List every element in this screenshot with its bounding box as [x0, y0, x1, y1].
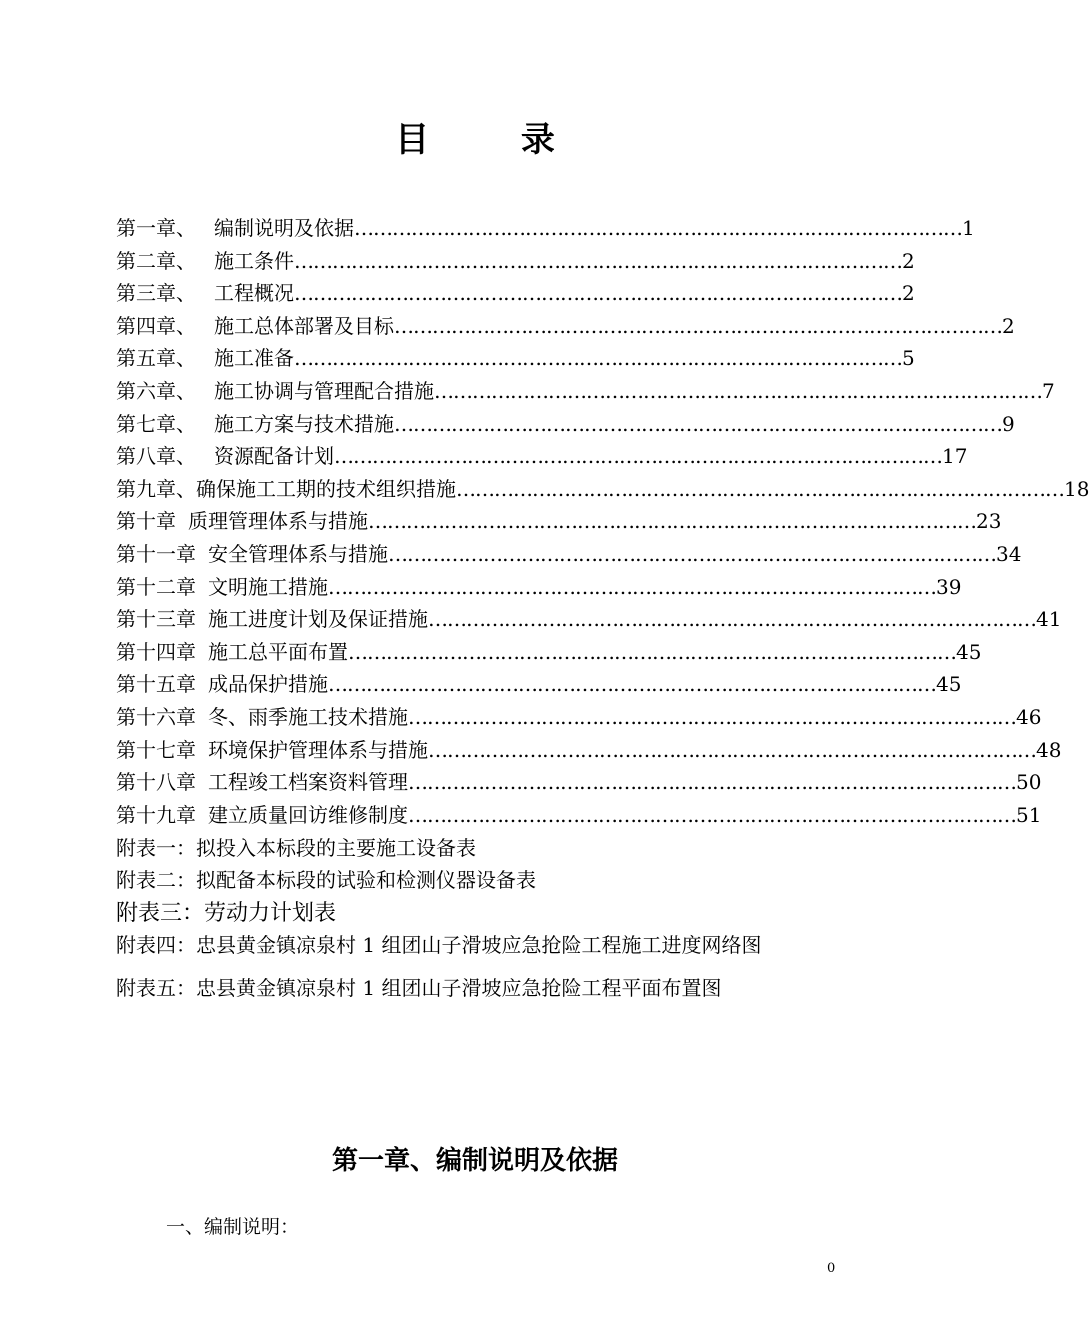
toc-entry[interactable]	[116, 571, 962, 604]
toc-chapter-title: 施工方案与技术措施	[214, 411, 394, 436]
toc-chapter-number: 第十八章	[116, 770, 196, 795]
section-heading: 一、编制说明：	[166, 1216, 300, 1238]
toc-chapter-number: 第十四章	[116, 639, 196, 664]
toc-chapter-title: 资源配备计划	[214, 444, 334, 469]
toc-page-number: 18	[1064, 476, 1089, 501]
toc-chapter-title: 施工总平面布置	[208, 639, 348, 664]
toc-entry[interactable]	[116, 212, 975, 245]
toc-dot-leader: ……………………………………………………………………………………	[328, 574, 936, 599]
toc-chapter-title: 施工协调与管理配合措施	[214, 378, 434, 403]
toc-chapter-number: 第五章、	[116, 346, 196, 371]
toc-page-number: 51	[1016, 802, 1042, 827]
toc-dot-leader: ……………………………………………………………………………………	[334, 444, 942, 469]
toc-dot-leader: ……………………………………………………………………………………	[328, 672, 936, 697]
toc-chapter-title: 施工准备	[214, 346, 294, 371]
toc-chapter-number: 第十六章	[116, 704, 196, 729]
toc-page-number: 34	[996, 541, 1022, 566]
toc-page-number: 46	[1016, 704, 1042, 729]
toc-page-number: 45	[956, 639, 982, 664]
toc-dot-leader: ……………………………………………………………………………………	[294, 281, 902, 306]
appendix-item-3: 附表三：劳动力计划表	[116, 901, 337, 926]
toc-page-number: 5	[902, 346, 915, 371]
toc-entry[interactable]	[116, 408, 1015, 441]
table-of-contents	[116, 212, 1089, 831]
toc-chapter-number: 第十九章	[116, 802, 196, 827]
toc-page-number: 1	[962, 216, 975, 240]
toc-entry[interactable]	[116, 734, 1062, 767]
appendix-item-4: 附表四：忠县黄金镇凉泉村 1 组团山子滑坡应急抢险工程施工进度网络图	[116, 933, 762, 957]
toc-entry[interactable]	[116, 701, 1042, 734]
toc-chapter-number: 第十五章	[116, 672, 196, 697]
toc-dot-leader: ……………………………………………………………………………………	[354, 216, 962, 240]
toc-dot-leader: ……………………………………………………………………………………	[294, 248, 902, 273]
toc-chapter-title: 冬、雨季施工技术措施	[208, 704, 408, 729]
toc-dot-leader: ……………………………………………………………………………………	[408, 770, 1016, 795]
toc-entry[interactable]	[116, 505, 1002, 538]
toc-entry[interactable]	[116, 603, 1062, 636]
toc-dot-leader: ……………………………………………………………………………………	[408, 802, 1016, 827]
toc-chapter-title: 施工条件	[214, 248, 294, 273]
toc-dot-leader: ……………………………………………………………………………………	[294, 346, 902, 371]
toc-chapter-number: 第十三章	[116, 607, 196, 632]
toc-chapter-title: 建立质量回访维修制度	[208, 802, 408, 827]
toc-chapter-title: 安全管理体系与措施	[208, 541, 388, 566]
toc-entry[interactable]	[116, 310, 1015, 343]
chapter-heading: 第一章、编制说明及依据	[331, 1146, 618, 1176]
toc-chapter-title: 工程竣工档案资料管理	[208, 770, 408, 795]
toc-dot-leader: ……………………………………………………………………………………	[408, 704, 1016, 729]
toc-entry[interactable]	[116, 440, 968, 473]
toc-chapter-number: 第十一章	[116, 541, 196, 566]
toc-entry[interactable]	[116, 538, 1022, 571]
toc-dot-leader: ……………………………………………………………………………………	[394, 313, 1002, 338]
toc-chapter-number: 第二章、	[116, 248, 196, 273]
toc-chapter-title: 环境保护管理体系与措施	[208, 737, 428, 762]
toc-page-number: 45	[936, 672, 962, 697]
toc-title: 目 录	[395, 120, 595, 160]
toc-entry[interactable]	[116, 766, 1042, 799]
toc-page-number: 41	[1036, 607, 1062, 632]
toc-entry[interactable]	[116, 342, 915, 375]
appendix-item-5: 附表五：忠县黄金镇凉泉村 1 组团山子滑坡应急抢险工程平面布置图	[116, 976, 722, 1000]
toc-chapter-title: 文明施工措施	[208, 574, 328, 599]
toc-dot-leader: ……………………………………………………………………………………	[388, 541, 996, 566]
toc-chapter-number: 第四章、	[116, 313, 196, 338]
toc-chapter-title: 施工总体部署及目标	[214, 313, 394, 338]
toc-page-number: 2	[1002, 313, 1015, 338]
toc-entry[interactable]	[116, 668, 962, 701]
toc-entry[interactable]	[116, 375, 1055, 408]
toc-chapter-title: 施工进度计划及保证措施	[208, 607, 428, 632]
toc-chapter-number: 第七章、	[116, 411, 196, 436]
appendix-item-2: 附表二：拟配备本标段的试验和检测仪器设备表	[116, 868, 536, 892]
toc-page-number: 50	[1016, 770, 1042, 795]
toc-chapter-number: 第三章、	[116, 281, 196, 306]
toc-page-number: 7	[1042, 378, 1055, 403]
toc-chapter-number: 第十七章	[116, 737, 196, 762]
toc-page-number: 39	[936, 574, 962, 599]
toc-page-number: 9	[1002, 411, 1015, 436]
toc-entry[interactable]	[116, 799, 1042, 832]
toc-entry[interactable]	[116, 636, 982, 669]
toc-dot-leader: ……………………………………………………………………………………	[348, 639, 956, 664]
toc-page-number: 2	[902, 248, 915, 273]
toc-chapter-title: 确保施工工期的技术组织措施	[196, 476, 456, 501]
toc-dot-leader: ……………………………………………………………………………………	[394, 411, 1002, 436]
toc-page-number: 17	[942, 444, 968, 469]
toc-page-number: 48	[1036, 737, 1062, 762]
toc-chapter-title: 编制说明及依据	[214, 216, 354, 240]
appendix-item-1: 附表一：拟投入本标段的主要施工设备表	[116, 836, 476, 860]
toc-dot-leader: ……………………………………………………………………………………	[428, 737, 1036, 762]
toc-chapter-title: 质理管理体系与措施	[188, 509, 368, 534]
toc-entry[interactable]	[116, 473, 1089, 506]
toc-chapter-title: 工程概况	[214, 281, 294, 306]
toc-dot-leader: ……………………………………………………………………………………	[428, 607, 1036, 632]
toc-chapter-title: 成品保护措施	[208, 672, 328, 697]
toc-chapter-number: 第八章、	[116, 444, 196, 469]
toc-page-number: 23	[976, 509, 1002, 534]
toc-dot-leader: ……………………………………………………………………………………	[368, 509, 976, 534]
toc-chapter-number: 第一章、	[116, 216, 196, 240]
toc-chapter-number: 第十二章	[116, 574, 196, 599]
toc-entry[interactable]	[116, 245, 915, 278]
toc-page-number: 2	[902, 281, 915, 306]
toc-chapter-number: 第九章、	[116, 476, 196, 501]
toc-dot-leader: ……………………………………………………………………………………	[434, 378, 1042, 403]
page-number: 0	[827, 1261, 836, 1276]
toc-dot-leader: ……………………………………………………………………………………	[456, 476, 1064, 501]
toc-entry[interactable]	[116, 277, 915, 310]
toc-chapter-number: 第十章	[116, 509, 176, 534]
toc-chapter-number: 第六章、	[116, 378, 196, 403]
